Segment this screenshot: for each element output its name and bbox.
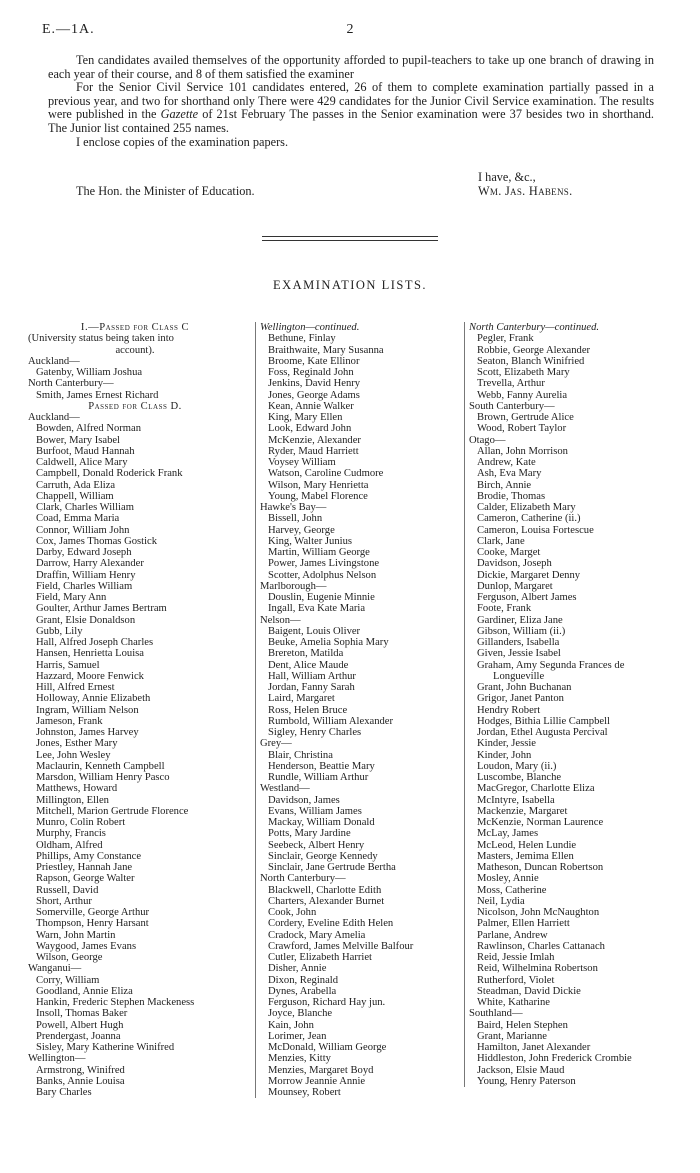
list-item: Cooke, Marget	[477, 547, 541, 558]
list-item: Palmer, Ellen Harriett	[477, 918, 570, 930]
list-item: Millington, Ellen	[36, 794, 109, 806]
list-item: Hazzard, Moore Fenwick	[36, 670, 144, 682]
district-heading: Wellington—	[28, 1053, 86, 1065]
list-item: Clark, Jane	[477, 535, 525, 547]
list-item: Luscombe, Blanche	[477, 772, 562, 783]
list-item: Rundle, William Arthur	[268, 772, 369, 783]
intro-paragraph-civil-service	[48, 81, 654, 135]
list-item: Gibson, William (ii.)	[477, 625, 566, 637]
list-item: Hall, William Arthur	[268, 670, 356, 682]
list-item: Holloway, Annie Elizabeth	[36, 693, 151, 705]
list-item: Hall, Alfred Joseph Charles	[36, 637, 154, 648]
district-heading: Westland—	[260, 783, 310, 795]
district-heading: North Canterbury—	[28, 378, 114, 390]
list-item: Menzies, Margaret Boyd	[268, 1064, 374, 1076]
list-item: Allan, John Morrison	[477, 445, 568, 457]
list-item: Chappell, William	[36, 490, 114, 502]
list-item: Hendry Robert	[477, 704, 541, 716]
list-item: Cordery, Eveline Edith Helen	[268, 918, 394, 930]
list-item: Kinder, Jessie	[477, 738, 537, 750]
list-item: Potts, Mary Jardine	[268, 828, 351, 840]
list-item: Banks, Annie Louisa	[36, 1075, 125, 1087]
list-item: Caldwell, Alice Mary	[36, 457, 128, 468]
list-item: Baird, Helen Stephen	[477, 1019, 568, 1031]
list-item: Hamilton, Janet Alexander	[477, 1042, 591, 1053]
list-item: Matthews, Howard	[36, 783, 118, 795]
addressee: The Hon. the Minister of Education.	[76, 184, 255, 198]
list-item: Bary Charles	[36, 1087, 92, 1098]
list-item: Campbell, Donald Roderick Frank	[36, 468, 183, 480]
list-item: Loudon, Mary (ii.)	[477, 760, 557, 772]
list-item: Grigor, Janet Panton	[477, 693, 564, 705]
list-item: Brown, Gertrude Alice	[477, 412, 574, 423]
list-item: King, Walter Junius	[268, 535, 352, 547]
district-heading: Wellington—continued.	[260, 322, 360, 333]
list-item: Parlane, Andrew	[477, 929, 548, 941]
district-heading: Southland—	[469, 1008, 523, 1020]
list-item: Dynes, Arabella	[268, 985, 337, 997]
signature: Wm. Jas. Habens.	[478, 184, 573, 198]
list-item: Ferguson, Albert James	[477, 592, 577, 603]
list-item: Thompson, Henry Harsant	[36, 918, 149, 930]
list-item: Gubb, Lily	[36, 625, 83, 637]
list-item: Reid, Wilhelmina Robertson	[477, 963, 598, 975]
district-heading: Hawke's Bay—	[260, 502, 327, 513]
list-item: Wilson, Mary Henrietta	[268, 479, 369, 491]
list-item: Goulter, Arthur James Bertram	[36, 603, 167, 615]
list-item: Douslin, Eugenie Minnie	[268, 592, 375, 603]
list-item: Mackay, William Donald	[268, 817, 375, 828]
list-item: Lee, John Wesley	[36, 749, 111, 761]
district-heading: Nelson—	[260, 614, 301, 626]
list-item: Sigley, Henry Charles	[268, 727, 362, 738]
list-column-3	[464, 322, 681, 1087]
list-item: Waygood, James Evans	[36, 940, 137, 952]
list-item: Jackson, Elsie Maud	[477, 1064, 565, 1076]
list-item: Gillanders, Isabella	[477, 637, 560, 648]
list-column-1	[28, 322, 242, 1098]
list-item: Warn, John Martin	[36, 929, 116, 941]
list-item: Graham, Amy Segunda Frances de	[477, 659, 625, 671]
list-item: Corry, William	[36, 974, 100, 986]
intro-text	[48, 54, 654, 149]
list-item: Brereton, Matilda	[268, 648, 344, 660]
document-code: E.—1A.	[42, 22, 95, 37]
list-item: Harvey, George	[268, 524, 335, 536]
district-heading: Wanganui—	[28, 963, 82, 975]
list-item: McDonald, William George	[268, 1042, 387, 1053]
list-item: Cox, James Thomas Gostick	[36, 535, 158, 547]
list-item: Sisley, Mary Katherine Winifred	[36, 1042, 175, 1053]
list-item: Masters, Jemima Ellen	[477, 850, 574, 862]
list-item: Clark, Charles William	[36, 502, 134, 513]
class-heading: (University status being taken into	[28, 333, 174, 345]
list-item: Field, Mary Ann	[36, 592, 107, 603]
list-item: Dickie, Margaret Denny	[477, 569, 581, 581]
list-item: Given, Jessie Isabel	[477, 648, 561, 660]
list-item: Davidson, James	[268, 794, 340, 806]
signature-block	[478, 170, 572, 198]
list-item: Davidson, Joseph	[477, 558, 552, 570]
list-item: Bissell, John	[268, 513, 323, 525]
list-item: Jenkins, David Henry	[268, 378, 361, 390]
list-item: Johnston, James Harvey	[36, 727, 139, 738]
list-item: Rapson, George Walter	[36, 873, 135, 885]
list-item: Bower, Mary Isabel	[36, 434, 121, 446]
list-item: Watson, Caroline Cudmore	[268, 468, 384, 480]
list-item: Power, James Livingstone	[268, 558, 380, 570]
list-item: Bethune, Finlay	[268, 333, 336, 345]
list-item: Dunlop, Margaret	[477, 580, 553, 592]
class-heading: Passed for Class D.	[88, 400, 182, 412]
list-item: Darby, Edward Joseph	[36, 547, 132, 558]
intro-paragraph-enclose: I enclose copies of the examination papers.	[76, 134, 289, 149]
list-item: Powell, Albert Hugh	[36, 1019, 124, 1031]
list-item: Mackenzie, Margaret	[477, 805, 568, 817]
list-item: Jones, George Adams	[268, 389, 360, 401]
list-item: Webb, Fanny Aurelia	[477, 389, 568, 401]
list-item: Darrow, Harry Alexander	[36, 558, 144, 570]
list-item: Munro, Colin Robert	[36, 817, 126, 828]
list-item: Ingram, William Nelson	[36, 704, 139, 716]
list-item: Voysey William	[268, 457, 336, 468]
list-item: Kinder, John	[477, 749, 532, 761]
list-item: Cameron, Catherine (ii.)	[477, 513, 581, 525]
district-heading: Auckland—	[28, 355, 80, 367]
list-item: Wood, Robert Taylor	[477, 423, 567, 435]
list-item: Connor, William John	[36, 524, 130, 536]
class-heading: I.—Passed for Class C	[80, 322, 190, 333]
district-heading: Marlborough—	[260, 580, 327, 592]
list-item: Disher, Annie	[268, 963, 327, 975]
list-item: Menzies, Kitty	[268, 1053, 331, 1065]
list-item: Nicolson, John McNaughton	[477, 907, 600, 918]
list-item: Priestley, Hannah Jane	[36, 862, 133, 873]
list-item: Jordan, Fanny Sarah	[268, 682, 355, 693]
district-heading: North Canterbury—continued.	[469, 322, 600, 333]
page-number: 2	[346, 22, 354, 37]
list-item: Joyce, Blanche	[268, 1008, 333, 1020]
list-item: MacGregor, Charlotte Eliza	[477, 783, 595, 795]
list-item: Rutherford, Violet	[477, 974, 555, 986]
list-item: Mounsey, Robert	[268, 1087, 341, 1098]
district-heading: Auckland—	[28, 412, 80, 423]
list-item: Cook, John	[268, 907, 317, 918]
list-item: Blackwell, Charlotte Edith	[268, 884, 382, 896]
list-item: Crawford, James Melville Balfour	[268, 940, 414, 952]
list-item: Somerville, George Arthur	[36, 907, 150, 918]
list-item: Baigent, Louis Oliver	[268, 625, 361, 637]
intro-paragraph-drawing: Ten candidates availed themselves of the opportunity afforded to pupil-teachers to take up one branch of drawing in each year of their course, and 8 of them satisfied the examiner	[48, 53, 654, 81]
list-item: Pegler, Frank	[477, 333, 534, 345]
list-item: Phillips, Amy Constance	[36, 850, 142, 862]
list-item: Hankin, Frederic Stephen Mackeness	[36, 997, 195, 1008]
list-item: Henderson, Beattie Mary	[268, 760, 375, 772]
list-item: Neil, Lydia	[477, 895, 525, 907]
list-item: Blair, Christina	[268, 749, 333, 761]
list-item: Bowden, Alfred Norman	[36, 423, 142, 435]
list-item: Ash, Eva Mary	[477, 468, 542, 480]
list-item: Evans, William James	[268, 805, 362, 817]
list-item: Kain, John	[268, 1019, 314, 1031]
list-item: Rawlinson, Charles Cattanach	[477, 940, 605, 952]
list-item: Longueville	[493, 670, 545, 682]
list-item: Robbie, George Alexander	[477, 344, 591, 356]
list-item: Grant, Marianne	[477, 1030, 548, 1042]
district-heading: North Canterbury—	[260, 873, 346, 885]
list-item: Matheson, Duncan Robertson	[477, 862, 604, 873]
list-item: Reid, Jessie Imlah	[477, 952, 555, 963]
class-heading: account).	[115, 344, 155, 356]
list-item: Armstrong, Winifred	[36, 1064, 125, 1076]
list-item: McIntyre, Isabella	[477, 794, 555, 806]
list-item: McKenzie, Norman Laurence	[477, 817, 604, 828]
list-item: Kean, Annie Walker	[268, 400, 354, 412]
list-item: Russell, David	[36, 884, 99, 896]
list-item: Prendergast, Joanna	[36, 1030, 121, 1042]
district-heading: Otago—	[469, 434, 506, 446]
list-item: Insoll, Thomas Baker	[36, 1008, 128, 1020]
list-item: McLay, James	[477, 828, 539, 840]
district-heading: Grey—	[260, 738, 292, 750]
list-item: Harris, Samuel	[36, 659, 100, 671]
list-item: Cutler, Elizabeth Harriet	[268, 952, 372, 963]
list-item: Hiddleston, John Frederick Crombie	[477, 1053, 632, 1065]
list-item: Broome, Kate Ellinor	[268, 355, 360, 367]
list-item: Marsdon, William Henry Pasco	[36, 772, 170, 783]
list-item: Cradock, Mary Amelia	[268, 929, 366, 941]
letter-closing	[48, 170, 654, 200]
list-item: King, Mary Ellen	[268, 412, 343, 423]
list-item: McKenzie, Alexander	[268, 434, 361, 446]
list-item: Moss, Catherine	[477, 884, 547, 896]
list-item: Young, Henry Paterson	[477, 1075, 576, 1087]
list-item: Murphy, Francis	[36, 828, 106, 840]
gazette-word: Gazette	[160, 107, 199, 122]
list-item: Hansen, Henrietta Louisa	[36, 648, 144, 660]
section-title: EXAMINATION LISTS.	[272, 278, 428, 292]
list-item: Ross, Helen Bruce	[268, 704, 348, 716]
list-item: Short, Arthur	[36, 895, 92, 907]
list-item: Look, Edward John	[268, 423, 352, 435]
list-item: Maclaurin, Kenneth Campbell	[36, 760, 165, 772]
list-item: Burfoot, Maud Hannah	[36, 445, 135, 457]
list-item: Steadman, David Dickie	[477, 985, 581, 997]
civil-service-text-end: of 21st February The passes in the Senior examination were 37 besides two in shorthand. The Junior list contained 255 names.	[48, 107, 655, 135]
list-item: Lorimer, Jean	[268, 1030, 327, 1042]
list-item: Goodland, Annie Eliza	[36, 985, 133, 997]
list-item: Jones, Esther Mary	[36, 738, 118, 750]
list-item: Sinclair, Jane Gertrude Bertha	[268, 862, 396, 873]
list-item: Calder, Elizabeth Mary	[477, 502, 576, 513]
list-item: McLeod, Helen Lundie	[477, 839, 577, 851]
list-item: Gatenby, William Joshua	[36, 367, 143, 378]
list-item: Laird, Margaret	[268, 693, 335, 705]
list-item: Scotter, Adolphus Nelson	[268, 569, 377, 581]
page-header	[42, 22, 658, 42]
list-item: Jameson, Frank	[36, 715, 103, 727]
district-heading: South Canterbury—	[469, 400, 555, 412]
list-item: Dent, Alice Maude	[268, 659, 349, 671]
list-item: Smith, James Ernest Richard	[36, 389, 159, 401]
list-item: Mosley, Annie	[477, 873, 539, 885]
list-item: Seaton, Blanch Winifried	[477, 355, 585, 367]
list-item: Morrow Jeannie Annie	[268, 1075, 366, 1087]
list-item: Draffin, William Henry	[36, 569, 136, 581]
list-item: Mitchell, Marion Gertrude Florence	[36, 805, 189, 817]
list-item: Ryder, Maud Harriett	[268, 445, 359, 457]
list-item: Grant, John Buchanan	[477, 682, 572, 693]
list-item: Sinclair, George Kennedy	[268, 850, 378, 862]
list-item: Scott, Elizabeth Mary	[477, 367, 570, 378]
list-item: Dixon, Reginald	[268, 974, 339, 986]
list-item: Jordan, Ethel Augusta Percival	[477, 727, 608, 738]
list-item: Wilson, George	[36, 952, 103, 963]
list-item: Hodges, Bithia Lillie Campbell	[477, 715, 610, 727]
list-item: Andrew, Kate	[477, 457, 536, 468]
list-item: Coad, Emma Maria	[36, 513, 120, 525]
list-item: Hill, Alfred Ernest	[36, 682, 115, 693]
list-item: Cameron, Louisa Fortescue	[477, 524, 594, 536]
list-item: Seebeck, Albert Henry	[268, 839, 365, 851]
list-item: Grant, Elsie Donaldson	[36, 614, 136, 626]
list-item: Young, Mabel Florence	[268, 490, 368, 502]
list-item: Carruth, Ada Eliza	[36, 479, 116, 491]
list-item: Brodie, Thomas	[477, 490, 546, 502]
list-item: Gardiner, Eliza Jane	[477, 614, 563, 626]
list-item: Rumbold, William Alexander	[268, 715, 394, 727]
list-column-2	[255, 322, 472, 1098]
list-item: Foote, Frank	[477, 603, 532, 615]
list-item: Charters, Alexander Burnet	[268, 895, 385, 907]
closing-greeting: I have, &c.,	[478, 170, 536, 184]
list-item: Oldham, Alfred	[36, 839, 103, 851]
list-item: Martin, William George	[268, 547, 370, 558]
list-item: Birch, Annie	[477, 479, 532, 491]
list-item: Field, Charles William	[36, 580, 133, 592]
list-item: White, Katharine	[477, 997, 550, 1008]
section-divider	[262, 236, 438, 241]
civil-service-text: For the Senior Civil Service 101 candidates entered, 26 of them to complete examination partially passed in a previous year, and two for shorthand only There were 429 candidates for the Junior Civil Service examination. The results were published in the	[48, 80, 654, 122]
list-item: Ingall, Eva Kate Maria	[268, 603, 366, 615]
list-item: Braithwaite, Mary Susanna	[268, 344, 384, 356]
list-item: Beuke, Amelia Sophia Mary	[268, 637, 389, 648]
list-item: Foss, Reginald John	[268, 367, 354, 378]
list-item: Ferguson, Richard Hay jun.	[268, 997, 386, 1008]
list-item: Trevella, Arthur	[477, 378, 545, 390]
